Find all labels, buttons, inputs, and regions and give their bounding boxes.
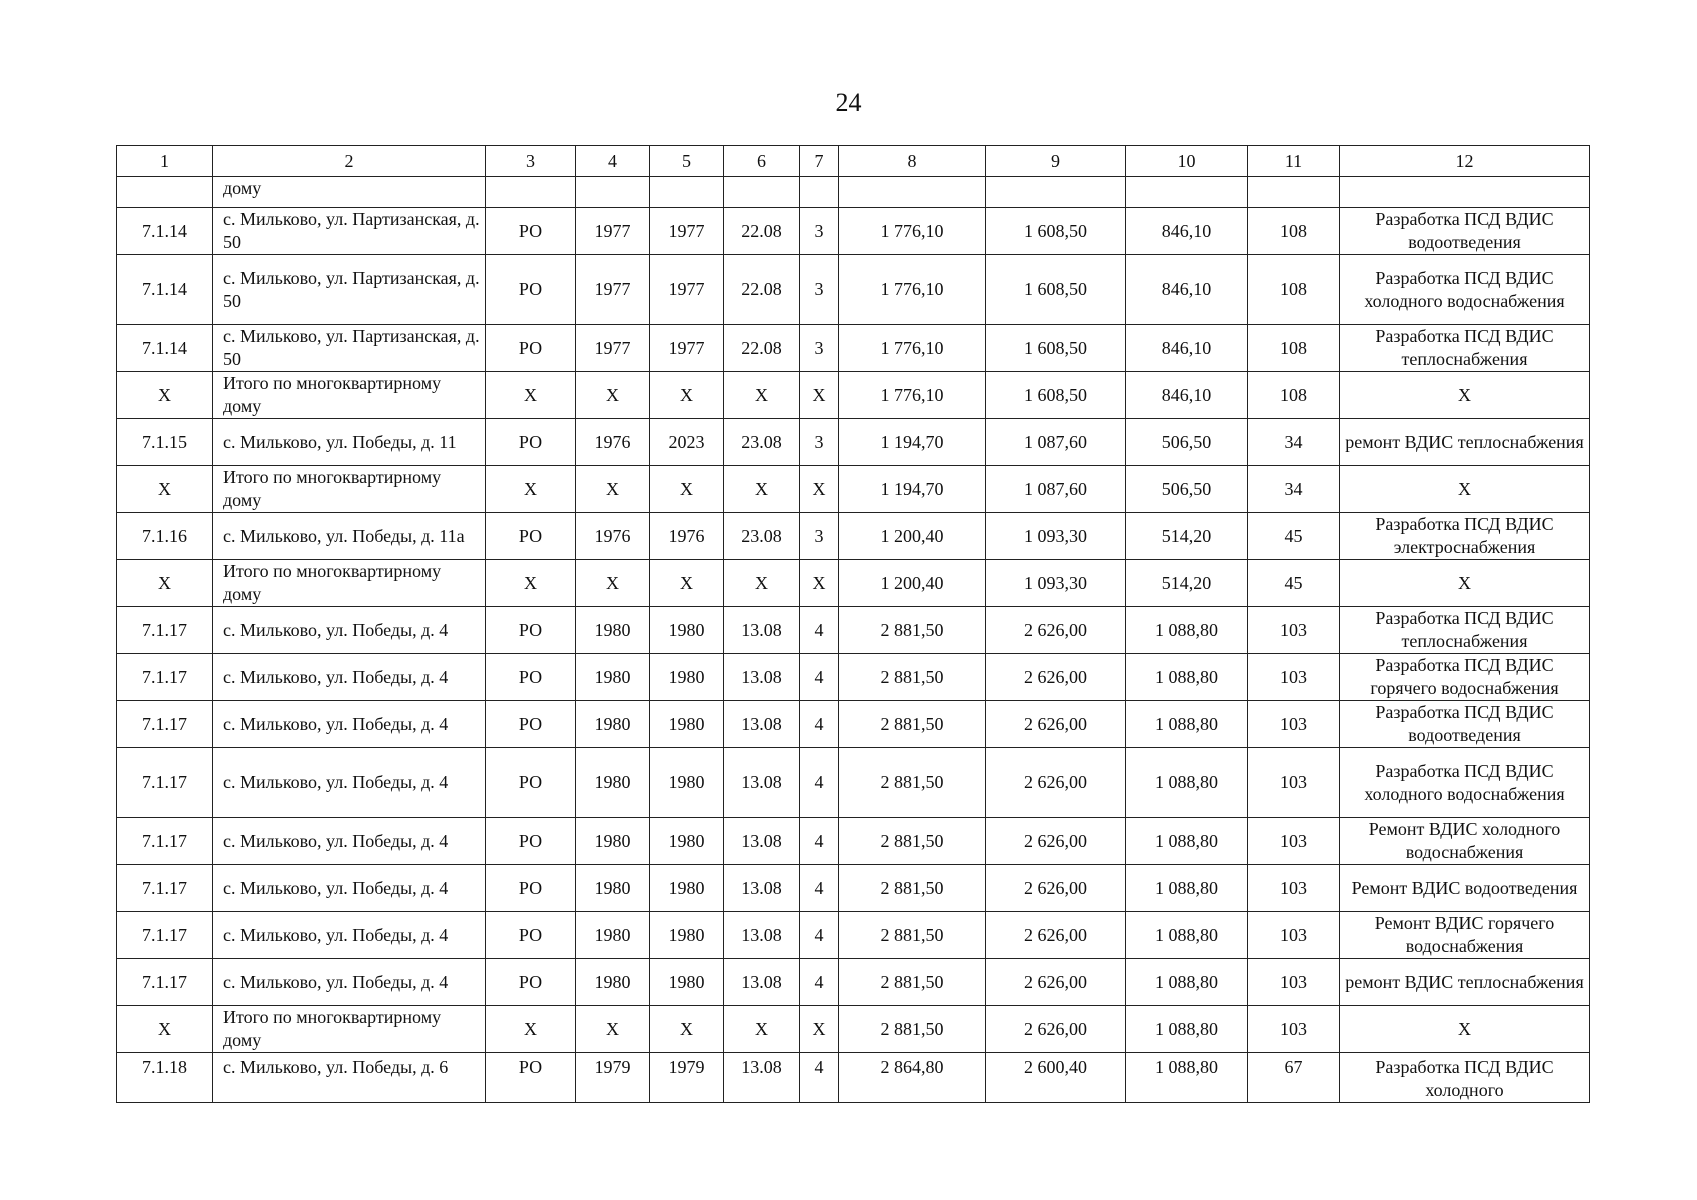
cell-address: с. Мильково, ул. Победы, д. 4 bbox=[213, 959, 486, 1006]
cell-area-3: 1 088,80 bbox=[1126, 818, 1248, 865]
cell-row-number: 7.1.16 bbox=[117, 513, 213, 560]
cell-work-type: Х bbox=[1340, 1006, 1590, 1053]
cell-total-area: 1 776,10 bbox=[839, 255, 986, 325]
cell-area-2: 2 626,00 bbox=[986, 959, 1126, 1006]
cell-year-built: Х bbox=[576, 1006, 650, 1053]
cell-work-type: Разработка ПСД ВДИС холодного водоснабжения bbox=[1340, 748, 1590, 818]
cell-row-number: 7.1.17 bbox=[117, 865, 213, 912]
cell-row-number: Х bbox=[117, 560, 213, 607]
cell-total-area: 2 881,50 bbox=[839, 748, 986, 818]
cell-code: 23.08 bbox=[724, 419, 800, 466]
cell-address: Итого по многоквартирному дому bbox=[213, 560, 486, 607]
cell-work-type: Разработка ПСД ВДИС теплоснабжения bbox=[1340, 607, 1590, 654]
cell-code: 22.08 bbox=[724, 325, 800, 372]
cell-area-2: 1 608,50 bbox=[986, 208, 1126, 255]
table-row bbox=[117, 748, 1590, 818]
cell-row-number: 7.1.17 bbox=[117, 748, 213, 818]
cell-total-area: 1 194,70 bbox=[839, 466, 986, 513]
subtotal-row bbox=[117, 372, 1590, 419]
cell-floors: Х bbox=[800, 466, 839, 513]
cell-floors: 4 bbox=[800, 1053, 839, 1103]
cell-type-code: РО bbox=[486, 912, 576, 959]
cell-type-code: Х bbox=[486, 1006, 576, 1053]
cell-year-built: 1980 bbox=[576, 912, 650, 959]
cell-floors: 4 bbox=[800, 607, 839, 654]
cell-area-2: 2 626,00 bbox=[986, 748, 1126, 818]
cell-year-commissioned: 1980 bbox=[650, 654, 724, 701]
cell-residents: 103 bbox=[1248, 818, 1340, 865]
cell-code: 23.08 bbox=[724, 513, 800, 560]
cell-year-built: 1980 bbox=[576, 654, 650, 701]
cell-area-2: 1 608,50 bbox=[986, 255, 1126, 325]
cell-address: с. Мильково, ул. Победы, д. 6 bbox=[213, 1053, 486, 1103]
cell-address: с. Мильково, ул. Победы, д. 4 bbox=[213, 865, 486, 912]
cell-residents: 108 bbox=[1248, 208, 1340, 255]
cell-floors: 4 bbox=[800, 818, 839, 865]
cell-address: с. Мильково, ул. Победы, д. 11 bbox=[213, 419, 486, 466]
cell-area-3: 1 088,80 bbox=[1126, 865, 1248, 912]
table-row bbox=[117, 607, 1590, 654]
cell-address: с. Мильково, ул. Победы, д. 4 bbox=[213, 912, 486, 959]
cell-year-built: 1980 bbox=[576, 607, 650, 654]
cell-year-commissioned: Х bbox=[650, 1006, 724, 1053]
continuation-text: дому bbox=[213, 177, 486, 208]
cell-area-2: 1 608,50 bbox=[986, 325, 1126, 372]
cell-year-built: Х bbox=[576, 560, 650, 607]
cell-total-area: 1 200,40 bbox=[839, 513, 986, 560]
cell-type-code: РО bbox=[486, 513, 576, 560]
cell-area-2: 2 626,00 bbox=[986, 607, 1126, 654]
cell-total-area: 2 881,50 bbox=[839, 865, 986, 912]
cell-floors: 4 bbox=[800, 959, 839, 1006]
cell-year-built: 1980 bbox=[576, 865, 650, 912]
cell-total-area: 2 881,50 bbox=[839, 912, 986, 959]
column-number: 3 bbox=[486, 146, 576, 177]
cell-year-commissioned: 1980 bbox=[650, 959, 724, 1006]
table-row bbox=[117, 654, 1590, 701]
cell-address: с. Мильково, ул. Победы, д. 4 bbox=[213, 818, 486, 865]
cell-area-3: 846,10 bbox=[1126, 325, 1248, 372]
cell-area-3: 1 088,80 bbox=[1126, 959, 1248, 1006]
cell-floors: 4 bbox=[800, 654, 839, 701]
cell-area-3: 1 088,80 bbox=[1126, 607, 1248, 654]
cell-work-type: Х bbox=[1340, 466, 1590, 513]
cell-code: 13.08 bbox=[724, 959, 800, 1006]
cell-work-type: Разработка ПСД ВДИС электроснабжения bbox=[1340, 513, 1590, 560]
cell-year-built: 1979 bbox=[576, 1053, 650, 1103]
cell-type-code: РО bbox=[486, 419, 576, 466]
cell-empty bbox=[1248, 177, 1340, 208]
column-number-row bbox=[117, 146, 1590, 177]
cell-year-commissioned: 1979 bbox=[650, 1053, 724, 1103]
cell-row-number: 7.1.17 bbox=[117, 818, 213, 865]
cell-year-commissioned: 1977 bbox=[650, 255, 724, 325]
column-number: 10 bbox=[1126, 146, 1248, 177]
cell-type-code: РО bbox=[486, 654, 576, 701]
cell-type-code: Х bbox=[486, 372, 576, 419]
cell-total-area: 2 881,50 bbox=[839, 654, 986, 701]
cell-area-3: 846,10 bbox=[1126, 255, 1248, 325]
cell-area-2: 1 608,50 bbox=[986, 372, 1126, 419]
cell-row-number: 7.1.17 bbox=[117, 607, 213, 654]
cell-residents: 103 bbox=[1248, 654, 1340, 701]
cell-area-3: 506,50 bbox=[1126, 419, 1248, 466]
table-row bbox=[117, 959, 1590, 1006]
cell-floors: 3 bbox=[800, 325, 839, 372]
cell-code: 13.08 bbox=[724, 654, 800, 701]
cell-row-number: 7.1.14 bbox=[117, 255, 213, 325]
cell-row-number: 7.1.14 bbox=[117, 208, 213, 255]
cell-area-2: 2 626,00 bbox=[986, 818, 1126, 865]
cell-residents: 103 bbox=[1248, 748, 1340, 818]
cell-work-type: Разработка ПСД ВДИС водоотведения bbox=[1340, 208, 1590, 255]
table-row bbox=[117, 255, 1590, 325]
cell-floors: 3 bbox=[800, 208, 839, 255]
cell-work-type: Разработка ПСД ВДИС холодного водоснабжения bbox=[1340, 255, 1590, 325]
cell-work-type: Ремонт ВДИС холодного водоснабжения bbox=[1340, 818, 1590, 865]
column-number: 7 bbox=[800, 146, 839, 177]
cell-area-3: 506,50 bbox=[1126, 466, 1248, 513]
continuation-row bbox=[117, 177, 1590, 208]
cell-row-number: Х bbox=[117, 466, 213, 513]
cell-row-number: 7.1.18 bbox=[117, 1053, 213, 1103]
cell-type-code: РО bbox=[486, 208, 576, 255]
cell-row-number: 7.1.17 bbox=[117, 912, 213, 959]
table-row bbox=[117, 513, 1590, 560]
cell-year-commissioned: Х bbox=[650, 372, 724, 419]
cell-year-built: 1976 bbox=[576, 513, 650, 560]
cell-code: 22.08 bbox=[724, 255, 800, 325]
cell-work-type: Разработка ПСД ВДИС горячего водоснабжения bbox=[1340, 654, 1590, 701]
cell-area-3: 514,20 bbox=[1126, 513, 1248, 560]
cell-code: Х bbox=[724, 1006, 800, 1053]
cell-type-code: РО bbox=[486, 1053, 576, 1103]
cell-code: 13.08 bbox=[724, 607, 800, 654]
cell-floors: 4 bbox=[800, 701, 839, 748]
cell-code: 13.08 bbox=[724, 912, 800, 959]
cell-area-2: 2 626,00 bbox=[986, 701, 1126, 748]
cell-row-number: 7.1.17 bbox=[117, 959, 213, 1006]
cell-year-built: Х bbox=[576, 466, 650, 513]
cell-work-type: ремонт ВДИС теплоснабжения bbox=[1340, 419, 1590, 466]
cell-year-commissioned: 1980 bbox=[650, 607, 724, 654]
cell-empty bbox=[986, 177, 1126, 208]
cell-residents: 108 bbox=[1248, 325, 1340, 372]
cell-floors: 3 bbox=[800, 513, 839, 560]
cell-row-number: Х bbox=[117, 1006, 213, 1053]
cell-residents: 34 bbox=[1248, 466, 1340, 513]
cell-row-number: Х bbox=[117, 372, 213, 419]
cell-residents: 103 bbox=[1248, 701, 1340, 748]
cell-floors: 4 bbox=[800, 912, 839, 959]
table-row bbox=[117, 865, 1590, 912]
cell-residents: 108 bbox=[1248, 255, 1340, 325]
cell-total-area: 2 881,50 bbox=[839, 701, 986, 748]
cell-year-commissioned: 1980 bbox=[650, 818, 724, 865]
column-number: 9 bbox=[986, 146, 1126, 177]
column-number: 4 bbox=[576, 146, 650, 177]
column-number: 1 bbox=[117, 146, 213, 177]
cell-type-code: Х bbox=[486, 560, 576, 607]
cell-work-type: ремонт ВДИС теплоснабжения bbox=[1340, 959, 1590, 1006]
cell-year-built: 1976 bbox=[576, 419, 650, 466]
cell-year-built: 1977 bbox=[576, 208, 650, 255]
cell-code: Х bbox=[724, 466, 800, 513]
cell-row-number: 7.1.17 bbox=[117, 701, 213, 748]
cell-area-2: 2 626,00 bbox=[986, 654, 1126, 701]
cell-area-2: 2 600,40 bbox=[986, 1053, 1126, 1103]
cell-area-3: 1 088,80 bbox=[1126, 748, 1248, 818]
cell-residents: 103 bbox=[1248, 865, 1340, 912]
cell-total-area: 1 776,10 bbox=[839, 325, 986, 372]
register-table bbox=[116, 145, 1590, 1103]
cell-code: 13.08 bbox=[724, 865, 800, 912]
cell-empty bbox=[839, 177, 986, 208]
cell-area-2: 2 626,00 bbox=[986, 865, 1126, 912]
cell-area-2: 2 626,00 bbox=[986, 1006, 1126, 1053]
cell-area-2: 2 626,00 bbox=[986, 912, 1126, 959]
subtotal-row bbox=[117, 1006, 1590, 1053]
cell-code: 13.08 bbox=[724, 818, 800, 865]
cell-year-commissioned: 1980 bbox=[650, 912, 724, 959]
cell-area-3: 1 088,80 bbox=[1126, 912, 1248, 959]
cell-year-commissioned: 1976 bbox=[650, 513, 724, 560]
cell-type-code: РО bbox=[486, 255, 576, 325]
cell-residents: 108 bbox=[1248, 372, 1340, 419]
cell-empty bbox=[486, 177, 576, 208]
cell-year-commissioned: Х bbox=[650, 560, 724, 607]
cell-year-built: 1980 bbox=[576, 959, 650, 1006]
cell-empty bbox=[117, 177, 213, 208]
cell-work-type: Разработка ПСД ВДИС водоотведения bbox=[1340, 701, 1590, 748]
cell-empty bbox=[724, 177, 800, 208]
cell-code: Х bbox=[724, 560, 800, 607]
cell-residents: 103 bbox=[1248, 912, 1340, 959]
cell-row-number: 7.1.15 bbox=[117, 419, 213, 466]
cell-year-built: Х bbox=[576, 372, 650, 419]
cell-year-commissioned: 1980 bbox=[650, 748, 724, 818]
table-row bbox=[117, 818, 1590, 865]
cell-floors: Х bbox=[800, 560, 839, 607]
cell-residents: 103 bbox=[1248, 1006, 1340, 1053]
page-number: 24 bbox=[835, 88, 862, 117]
column-number: 6 bbox=[724, 146, 800, 177]
cell-type-code: РО bbox=[486, 701, 576, 748]
cell-address: с. Мильково, ул. Победы, д. 4 bbox=[213, 701, 486, 748]
cell-area-3: 1 088,80 bbox=[1126, 701, 1248, 748]
cell-year-built: 1977 bbox=[576, 255, 650, 325]
cell-floors: Х bbox=[800, 372, 839, 419]
cell-residents: 103 bbox=[1248, 607, 1340, 654]
cell-address: с. Мильково, ул. Партизанская, д. 50 bbox=[213, 255, 486, 325]
cell-type-code: РО bbox=[486, 865, 576, 912]
cell-year-commissioned: 1977 bbox=[650, 208, 724, 255]
cell-year-built: 1980 bbox=[576, 701, 650, 748]
cell-empty bbox=[800, 177, 839, 208]
cell-floors: 3 bbox=[800, 419, 839, 466]
cell-type-code: РО bbox=[486, 818, 576, 865]
cell-work-type: Х bbox=[1340, 560, 1590, 607]
cell-residents: 103 bbox=[1248, 959, 1340, 1006]
cell-address: Итого по многоквартирному дому bbox=[213, 466, 486, 513]
cell-type-code: РО bbox=[486, 748, 576, 818]
cell-code: 13.08 bbox=[724, 1053, 800, 1103]
column-number: 2 bbox=[213, 146, 486, 177]
cell-work-type: Разработка ПСД ВДИС холодного bbox=[1340, 1053, 1590, 1103]
cell-floors: 4 bbox=[800, 865, 839, 912]
cell-empty bbox=[1126, 177, 1248, 208]
subtotal-row bbox=[117, 466, 1590, 513]
cell-total-area: 2 881,50 bbox=[839, 1006, 986, 1053]
cell-total-area: 2 881,50 bbox=[839, 959, 986, 1006]
table-row bbox=[117, 1053, 1590, 1103]
cell-code: 13.08 bbox=[724, 701, 800, 748]
cell-area-3: 1 088,80 bbox=[1126, 1006, 1248, 1053]
table-row bbox=[117, 912, 1590, 959]
table-row bbox=[117, 208, 1590, 255]
cell-area-3: 1 088,80 bbox=[1126, 1053, 1248, 1103]
cell-address: с. Мильково, ул. Победы, д. 11а bbox=[213, 513, 486, 560]
cell-code: 13.08 bbox=[724, 748, 800, 818]
cell-area-2: 1 093,30 bbox=[986, 560, 1126, 607]
cell-total-area: 1 776,10 bbox=[839, 372, 986, 419]
cell-residents: 45 bbox=[1248, 513, 1340, 560]
table-row bbox=[117, 325, 1590, 372]
cell-total-area: 2 881,50 bbox=[839, 818, 986, 865]
column-number: 5 bbox=[650, 146, 724, 177]
column-number: 11 bbox=[1248, 146, 1340, 177]
cell-type-code: РО bbox=[486, 325, 576, 372]
cell-row-number: 7.1.17 bbox=[117, 654, 213, 701]
column-number: 12 bbox=[1340, 146, 1590, 177]
cell-work-type: Разработка ПСД ВДИС теплоснабжения bbox=[1340, 325, 1590, 372]
column-number: 8 bbox=[839, 146, 986, 177]
cell-total-area: 1 776,10 bbox=[839, 208, 986, 255]
cell-year-commissioned: 2023 bbox=[650, 419, 724, 466]
cell-area-2: 1 087,60 bbox=[986, 466, 1126, 513]
cell-work-type: Х bbox=[1340, 372, 1590, 419]
table-row bbox=[117, 701, 1590, 748]
cell-type-code: Х bbox=[486, 466, 576, 513]
cell-work-type: Ремонт ВДИС горячего водоснабжения bbox=[1340, 912, 1590, 959]
cell-residents: 45 bbox=[1248, 560, 1340, 607]
cell-area-3: 846,10 bbox=[1126, 208, 1248, 255]
cell-address: с. Мильково, ул. Партизанская, д. 50 bbox=[213, 208, 486, 255]
cell-empty bbox=[576, 177, 650, 208]
cell-address: с. Мильково, ул. Победы, д. 4 bbox=[213, 654, 486, 701]
cell-area-3: 846,10 bbox=[1126, 372, 1248, 419]
cell-area-3: 1 088,80 bbox=[1126, 654, 1248, 701]
cell-type-code: РО bbox=[486, 959, 576, 1006]
cell-code: 22.08 bbox=[724, 208, 800, 255]
cell-row-number: 7.1.14 bbox=[117, 325, 213, 372]
cell-area-2: 1 087,60 bbox=[986, 419, 1126, 466]
cell-floors: Х bbox=[800, 1006, 839, 1053]
cell-empty bbox=[650, 177, 724, 208]
subtotal-row bbox=[117, 560, 1590, 607]
cell-area-2: 1 093,30 bbox=[986, 513, 1126, 560]
cell-address: Итого по многоквартирному дому bbox=[213, 372, 486, 419]
cell-year-commissioned: 1977 bbox=[650, 325, 724, 372]
cell-address: Итого по многоквартирному дому bbox=[213, 1006, 486, 1053]
cell-type-code: РО bbox=[486, 607, 576, 654]
cell-total-area: 2 864,80 bbox=[839, 1053, 986, 1103]
cell-year-commissioned: Х bbox=[650, 466, 724, 513]
cell-year-built: 1980 bbox=[576, 818, 650, 865]
cell-total-area: 2 881,50 bbox=[839, 607, 986, 654]
table-row bbox=[117, 419, 1590, 466]
cell-address: с. Мильково, ул. Победы, д. 4 bbox=[213, 607, 486, 654]
cell-residents: 34 bbox=[1248, 419, 1340, 466]
cell-floors: 3 bbox=[800, 255, 839, 325]
cell-work-type: Ремонт ВДИС водоотведения bbox=[1340, 865, 1590, 912]
cell-year-built: 1980 bbox=[576, 748, 650, 818]
cell-empty bbox=[1340, 177, 1590, 208]
cell-total-area: 1 194,70 bbox=[839, 419, 986, 466]
cell-total-area: 1 200,40 bbox=[839, 560, 986, 607]
cell-address: с. Мильково, ул. Победы, д. 4 bbox=[213, 748, 486, 818]
cell-floors: 4 bbox=[800, 748, 839, 818]
cell-year-commissioned: 1980 bbox=[650, 865, 724, 912]
cell-year-commissioned: 1980 bbox=[650, 701, 724, 748]
cell-residents: 67 bbox=[1248, 1053, 1340, 1103]
cell-year-built: 1977 bbox=[576, 325, 650, 372]
cell-address: с. Мильково, ул. Партизанская, д. 50 bbox=[213, 325, 486, 372]
cell-area-3: 514,20 bbox=[1126, 560, 1248, 607]
cell-code: Х bbox=[724, 372, 800, 419]
